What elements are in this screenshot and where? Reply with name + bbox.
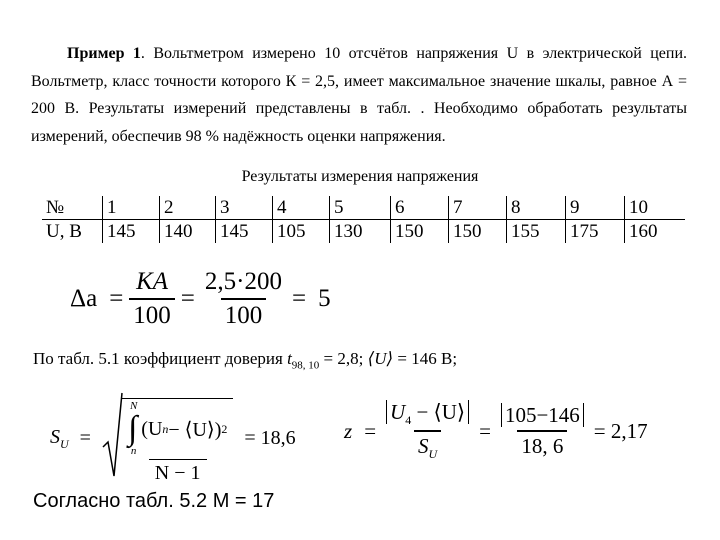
example-title: Пример 1 <box>67 45 141 62</box>
table-cell: 130 <box>330 220 391 244</box>
denominator-subscript: U <box>428 447 438 462</box>
formula-result: 5 <box>318 285 331 312</box>
fraction-numerator: KA <box>136 268 169 295</box>
mean-value: = 146 В; <box>393 349 458 368</box>
table-cell: 9 <box>566 196 625 220</box>
fraction-denominator: 100 <box>129 298 175 330</box>
fraction-numerator: 2,5·200 <box>204 268 282 295</box>
integral-sign-icon: ∫ <box>127 410 138 447</box>
numerator-rest: − ⟨U⟩ <box>411 400 466 424</box>
table-cell: 155 <box>507 220 566 244</box>
table-cell: 1 <box>103 196 160 220</box>
lhs-subscript: U <box>60 436 69 451</box>
exponent: 2 <box>221 421 228 436</box>
std-formula: $S_U$ = N ∫ n (U n − ⟨U⟩) 2 N − 1 = 18,6 <box>50 392 302 485</box>
final-line: Согласно табл. 5.2 М = 17 <box>33 490 275 512</box>
numerator-subscript: n <box>162 421 169 436</box>
radical-sign-icon <box>102 392 124 480</box>
formula-lhs: z <box>344 418 353 443</box>
formula-lhs: Δa <box>70 285 98 312</box>
table-cell: 5 <box>330 196 391 220</box>
numerator-subscript: 4 <box>405 413 412 428</box>
table-cell: 105 <box>273 220 330 244</box>
table-cell: 4 <box>273 196 330 220</box>
table-cell: 140 <box>160 220 216 244</box>
table-cell: 8 <box>507 196 566 220</box>
coefficient-line <box>33 349 457 371</box>
table-row-values <box>42 220 685 244</box>
coef-subscript: 98, 10 <box>291 359 320 372</box>
table-cell: 150 <box>449 220 507 244</box>
fraction-denominator: 100 <box>221 298 267 330</box>
formula-result: = 2,17 <box>593 418 648 443</box>
formula-lhs: S <box>50 425 60 448</box>
table-cell: 145 <box>216 220 273 244</box>
fraction <box>382 400 473 462</box>
header-label: № <box>42 196 103 220</box>
fraction-numerator: 105−146 <box>501 403 584 427</box>
row-label: U, В <box>42 220 103 244</box>
table-caption: Результаты измерения напряжения <box>241 168 479 185</box>
fraction <box>201 268 286 330</box>
mean-symbol: ⟨U⟩ <box>367 349 394 368</box>
fraction-denominator: 18, 6 <box>517 430 567 459</box>
problem-paragraph <box>31 40 687 150</box>
fraction-numerator <box>126 401 229 459</box>
table-cell: 2 <box>160 196 216 220</box>
table-cell: 10 <box>625 196 686 220</box>
table-row-numbers <box>42 196 685 220</box>
coef-prefix: По табл. 5.1 коэффициент доверия <box>33 349 288 368</box>
table-cell: 6 <box>391 196 449 220</box>
table-cell: 160 <box>629 221 658 242</box>
table-cell: 7 <box>449 196 507 220</box>
numerator-expr: (U <box>141 417 163 440</box>
fraction <box>129 268 175 330</box>
table-cell: 150 <box>391 220 449 244</box>
integral-lower: n <box>130 445 137 457</box>
table-cell: 3 <box>216 196 273 220</box>
formula-result: = 18,6 <box>244 427 296 449</box>
coef-symbol: t <box>287 349 292 368</box>
coef-value: = 2,8; <box>319 349 368 368</box>
z-formula: z = $\frac{U_4 - ⟨U⟩}{S_U}$ = $\frac{105-146}{18, 6}$ = 2,17 <box>338 400 654 462</box>
fraction <box>497 403 588 459</box>
numerator-symbol: U <box>390 400 406 424</box>
numerator-rest: − ⟨U⟩) <box>168 418 222 441</box>
table-cell: 175 <box>566 220 625 244</box>
denominator-symbol: S <box>417 434 429 459</box>
table-cell: 145 <box>103 220 160 244</box>
measurement-table <box>42 196 685 243</box>
integral-upper: N <box>129 400 138 412</box>
problem-text: . Вольтметром измерено 10 отсчётов напряжения U в электрической цепи. Вольтметр, класс точности которого К = 2,5, имеет максимальное значение шкалы, равное А = 200 В. Результаты измерений представлены в табл. . Необходимо обработать результаты измерений, обеспечив 98 % надёжность оценки напряжения. <box>31 45 687 145</box>
square-root <box>102 392 233 485</box>
fraction-denominator: N − 1 <box>149 459 207 485</box>
error-formula: Δa = $\frac{KA}{100}$ = $\frac{2,5\cdot 200}{100}$ = 5 <box>64 268 337 330</box>
